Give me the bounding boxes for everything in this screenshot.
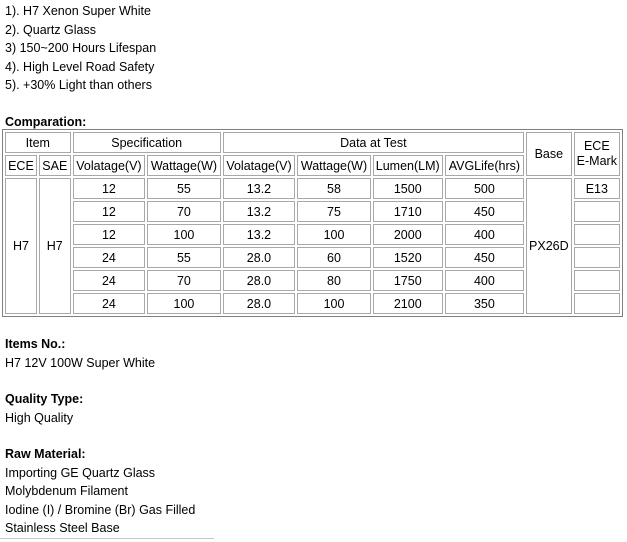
cell-lumen: 1710 bbox=[373, 201, 443, 222]
quality-type-label: Quality Type: bbox=[5, 392, 84, 406]
table-row bbox=[5, 178, 620, 199]
product-description bbox=[5, 2, 623, 538]
cell-spec-voltage: 24 bbox=[73, 270, 146, 291]
cell-spec-wattage: 100 bbox=[147, 293, 221, 314]
comparation-heading: Comparation: bbox=[5, 114, 87, 129]
subheader-test-wattage: Wattage(W) bbox=[297, 155, 371, 176]
comparison-table bbox=[2, 129, 623, 317]
list-item: Iodine (I) / Bromine (Br) Gas Filled bbox=[5, 502, 196, 517]
cell-test-wattage: 80 bbox=[297, 270, 371, 291]
subheader-spec-voltage: Volatage(V) bbox=[73, 155, 146, 176]
cell-test-wattage: 60 bbox=[297, 247, 371, 268]
cell-test-voltage: 13.2 bbox=[223, 201, 296, 222]
cell-spec-wattage: 100 bbox=[147, 224, 221, 245]
feature-item: 4). High Level Road Safety bbox=[5, 59, 155, 74]
list-item: Importing GE Quartz Glass bbox=[5, 465, 156, 480]
list-item: Molybdenum Filament bbox=[5, 484, 128, 498]
cell-avg-life: 450 bbox=[445, 247, 524, 268]
cell-lumen: 2000 bbox=[373, 224, 443, 245]
cell-emark bbox=[574, 293, 620, 314]
cell-spec-voltage: 12 bbox=[73, 224, 146, 245]
cell-ece-type: H7 bbox=[5, 178, 37, 314]
cell-avg-life: 350 bbox=[445, 293, 524, 314]
cell-test-voltage: 28.0 bbox=[223, 270, 296, 291]
cell-lumen: 2100 bbox=[373, 293, 443, 314]
cell-spec-voltage: 24 bbox=[73, 247, 146, 268]
cell-base: PX26D bbox=[526, 178, 572, 314]
cell-avg-life: 450 bbox=[445, 201, 524, 222]
cell-test-voltage: 28.0 bbox=[223, 293, 296, 314]
subheader-spec-wattage: Wattage(W) bbox=[147, 155, 221, 176]
feature-list bbox=[5, 2, 623, 95]
feature-item: 3) 150~200 Hours Lifespan bbox=[5, 41, 157, 55]
cell-avg-life: 400 bbox=[445, 224, 524, 245]
items-no-label: Items No.: bbox=[5, 337, 66, 351]
quality-type-value: High Quality bbox=[5, 410, 74, 425]
cell-spec-wattage: 55 bbox=[147, 247, 221, 268]
cell-lumen: 1750 bbox=[373, 270, 443, 291]
cell-spec-wattage: 70 bbox=[147, 270, 221, 291]
cell-avg-life: 400 bbox=[445, 270, 524, 291]
cell-lumen: 1500 bbox=[373, 178, 443, 199]
subheader-lumen: Lumen(LM) bbox=[373, 155, 443, 176]
cell-spec-wattage: 55 bbox=[147, 178, 221, 199]
header-ece-emark: ECE E-Mark bbox=[574, 132, 620, 176]
list-item: Stainless Steel Base bbox=[5, 521, 120, 535]
cell-emark bbox=[574, 247, 620, 268]
cell-test-wattage: 75 bbox=[297, 201, 371, 222]
header-base: Base bbox=[526, 132, 572, 176]
subheader-avg-life: AVGLife(hrs) bbox=[445, 155, 524, 176]
cell-test-voltage: 13.2 bbox=[223, 178, 296, 199]
header-item: Item bbox=[5, 132, 71, 153]
feature-item: 2). Quartz Glass bbox=[5, 22, 96, 37]
cell-spec-wattage: 70 bbox=[147, 201, 221, 222]
cell-emark bbox=[574, 270, 620, 291]
subheader-sae: SAE bbox=[39, 155, 71, 176]
header-specification: Specification bbox=[73, 132, 221, 153]
raw-material-list bbox=[5, 464, 623, 538]
cell-emark: E13 bbox=[574, 178, 620, 199]
cell-avg-life: 500 bbox=[445, 178, 524, 199]
items-no-value: H7 12V 100W Super White bbox=[5, 355, 156, 370]
divider bbox=[0, 538, 214, 539]
feature-item: 1). H7 Xenon Super White bbox=[5, 4, 151, 18]
raw-material-label: Raw Material: bbox=[5, 447, 86, 461]
cell-lumen: 1520 bbox=[373, 247, 443, 268]
cell-test-wattage: 100 bbox=[297, 224, 371, 245]
cell-test-voltage: 28.0 bbox=[223, 247, 296, 268]
cell-test-voltage: 13.2 bbox=[223, 224, 296, 245]
cell-test-wattage: 100 bbox=[297, 293, 371, 314]
cell-sae-type: H7 bbox=[39, 178, 71, 314]
feature-item: 5). +30% Light than others bbox=[5, 78, 152, 92]
cell-test-wattage: 58 bbox=[297, 178, 371, 199]
subheader-test-voltage: Volatage(V) bbox=[223, 155, 296, 176]
cell-spec-voltage: 24 bbox=[73, 293, 146, 314]
header-data-at-test: Data at Test bbox=[223, 132, 524, 153]
cell-emark bbox=[574, 201, 620, 222]
cell-spec-voltage: 12 bbox=[73, 178, 146, 199]
cell-emark bbox=[574, 224, 620, 245]
cell-spec-voltage: 12 bbox=[73, 201, 146, 222]
subheader-ece: ECE bbox=[5, 155, 37, 176]
